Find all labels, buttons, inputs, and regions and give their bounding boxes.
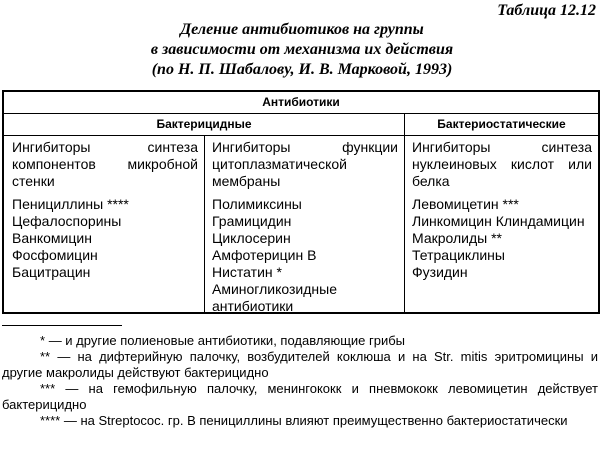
drug-item: Полимиксины	[212, 196, 302, 212]
footnote-divider	[2, 325, 122, 326]
table-title	[0, 20, 604, 80]
footnote	[2, 349, 598, 381]
footnote-mark: *	[40, 333, 46, 348]
drug-item: Нистатин *	[212, 264, 282, 280]
drug-item: Линкомицин Клиндамицин	[412, 213, 585, 229]
footnotes	[2, 333, 598, 429]
group-bacteriostatic: Бактериостатические	[404, 114, 598, 135]
title-line: в зависимости от механизма их действия	[150, 41, 454, 58]
drug-item: Амфотерицин В	[212, 247, 317, 263]
footnote-mark: ***	[40, 381, 56, 396]
column-heading: Ингибиторы синтеза нуклеиновых кислот или белка	[412, 139, 592, 189]
drug-item: Ванкомицин	[12, 230, 92, 246]
table-header-antibiotics: Антибиотики	[4, 92, 598, 114]
footnote-mark: ****	[40, 413, 61, 428]
footnote-text: — на дифтерийную палочку, возбудителей коклюша и на Str. mitis эритромицины и другие макролиды действуют бактерицидно	[2, 349, 598, 380]
footnote	[2, 381, 598, 413]
drug-item: Фосфомицин	[12, 247, 98, 263]
footnote-text: — и другие полиеновые антибиотики, подавляющие грибы	[48, 333, 406, 348]
column-membrane-inhibitors	[212, 139, 398, 315]
column-cell-wall-inhibitors	[12, 139, 198, 281]
drug-item: Левомицетин ***	[412, 196, 519, 212]
column-heading: Ингибиторы функции цитоплазматической мембраны	[212, 139, 398, 189]
column-divider	[404, 135, 405, 312]
column-divider	[204, 135, 205, 312]
column-nucleic-protein-inhibitors	[412, 139, 592, 281]
table-number: Таблица 12.12	[497, 2, 596, 19]
drug-item: Фузидин	[412, 264, 468, 280]
drug-item: Макролиды **	[412, 230, 503, 246]
drug-item: Пенициллины ****	[12, 196, 129, 212]
footnote-text: — на гемофильную палочку, менингококк и пневмококк левомицетин действует бактерицидно	[2, 381, 598, 412]
group-bactericidal: Бактерицидные	[156, 117, 252, 131]
drug-item: Аминогликозидные антибиотики	[212, 281, 337, 314]
footnote	[2, 413, 598, 429]
drug-item: Грамицидин	[212, 213, 292, 229]
drug-item: Бацитрацин	[12, 264, 91, 280]
antibiotics-table	[2, 90, 600, 314]
column-heading: Ингибиторы синтеза компонентов микробной стенки	[12, 139, 198, 189]
drug-item: Тетрациклины	[412, 247, 505, 263]
title-line: (по Н. П. Шабалову, И. В. Марковой, 1993)	[151, 61, 453, 78]
footnote-mark: **	[40, 349, 51, 364]
drug-item: Циклосерин	[212, 230, 291, 246]
footnote	[2, 333, 598, 349]
table-group-row	[4, 114, 598, 136]
footnote-text: — на Streptococ. гр. В пенициллины влияют преимущественно бактериостатически	[63, 413, 568, 428]
drug-item: Цефалоспорины	[12, 213, 122, 229]
title-line: Деление антибиотиков на группы	[180, 21, 424, 38]
